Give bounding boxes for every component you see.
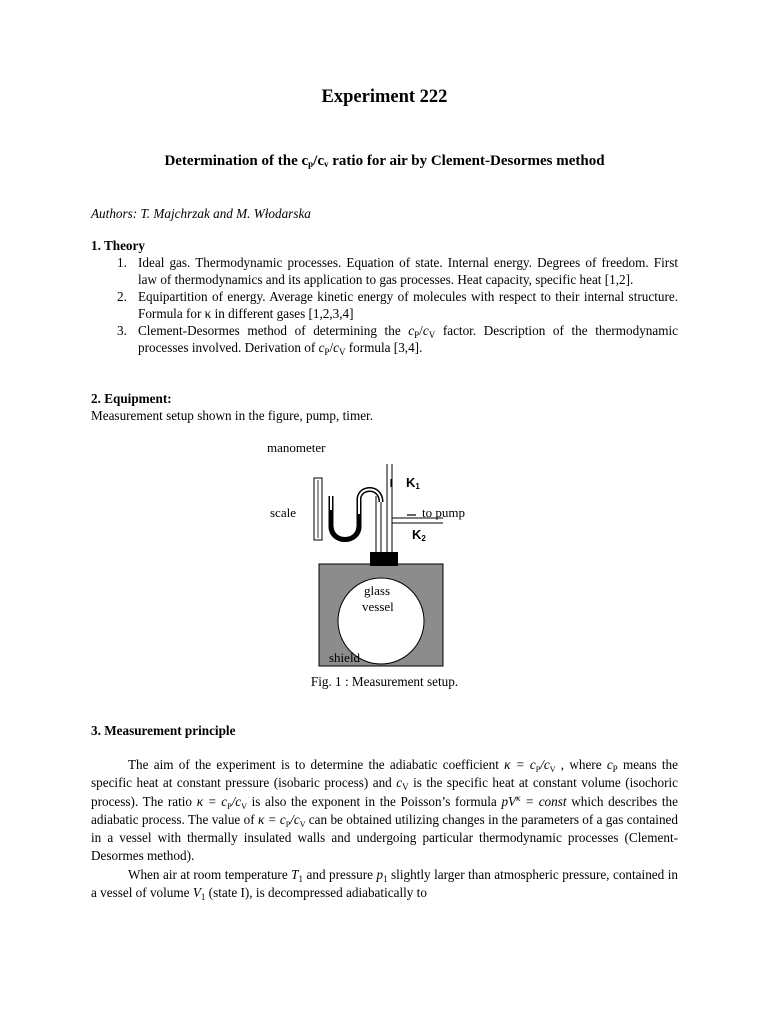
principle-text bbox=[91, 756, 678, 902]
subtitle-part: ratio for air by Clement-Desormes method bbox=[328, 153, 605, 169]
document-page bbox=[91, 0, 678, 1024]
manometer-label: manometer bbox=[267, 440, 326, 455]
pressure-symbol: p bbox=[376, 866, 384, 882]
theory-item bbox=[91, 254, 678, 288]
cv-symbol: c bbox=[333, 340, 339, 355]
volume-symbol: V bbox=[192, 885, 201, 901]
para-text: which describes the adiabatic process. The value of bbox=[91, 793, 678, 827]
eq-sup: κ bbox=[516, 792, 521, 803]
vessel-label: vessel bbox=[362, 599, 394, 614]
para-text: means the specific heat at constant pressure (isobaric process) and bbox=[91, 757, 679, 791]
subtitle-part: /c bbox=[313, 153, 324, 169]
eq-text: pV bbox=[501, 793, 517, 809]
eq-sub: V bbox=[241, 801, 247, 811]
kappa-equation bbox=[197, 794, 247, 809]
temperature-sub: 1 bbox=[298, 873, 304, 884]
eq-sub: V bbox=[299, 819, 306, 829]
item-text: Equipartition of energy. Average kinetic energy of molecules with respect to their internal structure. Formula for bbox=[138, 289, 678, 321]
theory-item bbox=[91, 322, 678, 356]
cp-sub: P bbox=[612, 764, 618, 774]
eq-text: κ = c bbox=[504, 757, 536, 772]
item-number: 3. bbox=[117, 323, 127, 338]
equipment-text: Measurement setup shown in the figure, pump, timer. bbox=[91, 408, 374, 423]
kappa-symbol: κ bbox=[204, 306, 212, 321]
kappa-equation bbox=[504, 757, 555, 772]
cp-symbol: c bbox=[318, 340, 325, 355]
item-text: formula [3,4]. bbox=[345, 340, 423, 355]
k2-sub: 2 bbox=[421, 534, 426, 543]
para-text: slightly larger than atmospheric pressure, contained in a vessel of volume bbox=[91, 866, 678, 901]
cp-sub: P bbox=[414, 330, 420, 340]
eq-sub: V bbox=[549, 765, 556, 774]
pressure-sub: 1 bbox=[383, 873, 388, 884]
slash: / bbox=[329, 340, 334, 355]
k1-label bbox=[406, 476, 420, 490]
figure-caption: Fig. 1 : Measurement setup. bbox=[310, 674, 459, 689]
para-text: is the specific heat at constant volume (isochoric process). The ratio bbox=[91, 775, 678, 809]
item-text: Ideal gas. Thermodynamic processes. Equation of state. Internal energy. Degrees of freedom. First law of thermodynamics and its application to gas processes. Heat capacity, specific heat [1,2]. bbox=[138, 255, 678, 287]
para-text: is also the exponent in the Poisson’s formula bbox=[246, 793, 502, 809]
k2-label bbox=[412, 528, 426, 542]
equipment-heading: 2. Equipment: bbox=[91, 391, 172, 406]
slash: / bbox=[419, 323, 423, 338]
item-text: Clement-Desormes method of determining the bbox=[138, 323, 409, 338]
item-number: 2. bbox=[117, 289, 127, 304]
cv-symbol: c bbox=[422, 323, 429, 338]
authors-line: Authors: T. Majchrzak and M. Włodarska bbox=[91, 206, 311, 221]
theory-section bbox=[91, 237, 678, 356]
cv-sub: V bbox=[338, 347, 346, 357]
eq-text: κ = c bbox=[257, 811, 286, 827]
scale-label: scale bbox=[270, 505, 296, 520]
subtitle-part: Determination of the c bbox=[164, 153, 309, 169]
eq-sub: P bbox=[227, 801, 232, 811]
para-text: When air at room temperature bbox=[128, 866, 292, 882]
cv-sub: V bbox=[428, 330, 436, 340]
theory-list bbox=[91, 254, 678, 356]
eq-text: /c bbox=[540, 757, 550, 772]
para-text: The aim of the experiment is to determine the adiabatic coefficient bbox=[128, 757, 505, 772]
item-text: factor. Description of the thermodynamic processes involved. Derivation of bbox=[138, 323, 679, 355]
cp-symbol: c bbox=[606, 757, 613, 772]
eq-sub: P bbox=[285, 819, 291, 829]
principle-paragraph-1 bbox=[91, 756, 678, 866]
equipment-section bbox=[91, 390, 678, 424]
kappa-equation bbox=[258, 812, 306, 827]
manometer-liquid bbox=[331, 510, 359, 540]
shield-label: shield bbox=[329, 650, 361, 665]
setup-diagram bbox=[271, 436, 511, 671]
eq-text: /c bbox=[290, 811, 300, 827]
measurement-setup-figure bbox=[267, 436, 511, 696]
volume-sub: 1 bbox=[200, 892, 206, 903]
page-subtitle bbox=[91, 151, 678, 171]
cp-symbol: c bbox=[408, 323, 415, 338]
cv-symbol: c bbox=[396, 775, 403, 791]
k1-sub: 1 bbox=[415, 482, 420, 491]
glass-label: glass bbox=[364, 583, 390, 598]
eq-sub: P bbox=[535, 765, 541, 774]
cp-sub: P bbox=[324, 347, 330, 357]
k2-letter: K bbox=[412, 527, 422, 542]
para-text: can be obtained utilizing changes in the parameters of a gas contained in a vessel with thermally insulated walls and undergoing particular thermodynamic processes (Clement-Desormes method). bbox=[91, 811, 678, 864]
temperature-symbol: T bbox=[291, 866, 299, 882]
item-number: 1. bbox=[117, 255, 127, 270]
eq-text: κ = c bbox=[196, 793, 228, 809]
poisson-equation bbox=[501, 794, 566, 809]
stopper bbox=[370, 552, 398, 566]
para-text: (state I), is decompressed adiabatically to bbox=[205, 885, 427, 901]
principle-paragraph-2 bbox=[91, 866, 678, 903]
theory-heading: 1. Theory bbox=[91, 238, 145, 253]
principle-heading: 3. Measurement principle bbox=[91, 723, 236, 738]
item-text: in different gases [1,2,3,4] bbox=[211, 306, 354, 321]
k1-letter: K bbox=[406, 475, 416, 490]
eq-text: /c bbox=[231, 793, 242, 809]
para-text: , where bbox=[555, 757, 607, 772]
subtitle-sub-v: v bbox=[324, 159, 329, 169]
theory-item bbox=[91, 288, 678, 322]
page-title: Experiment 222 bbox=[321, 87, 448, 107]
subtitle-sub-p: p bbox=[308, 159, 314, 169]
eq-text: = const bbox=[520, 793, 567, 809]
cv-sub: V bbox=[402, 782, 409, 793]
para-text: and pressure bbox=[303, 866, 377, 882]
to-pump-label: to pump bbox=[422, 505, 465, 520]
